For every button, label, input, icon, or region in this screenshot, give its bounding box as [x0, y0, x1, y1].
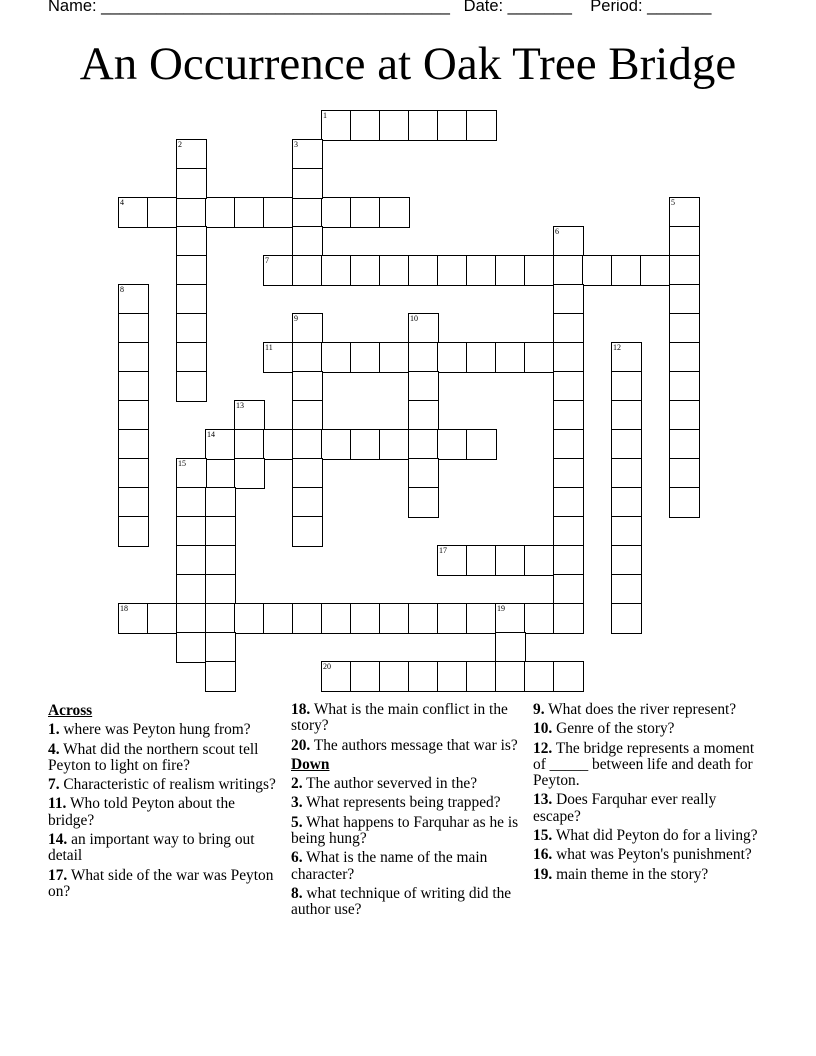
crossword-cell[interactable]	[408, 603, 439, 634]
crossword-cell[interactable]	[234, 197, 265, 228]
crossword-cell[interactable]	[176, 313, 207, 344]
crossword-cell[interactable]	[408, 110, 439, 141]
clue-column-2	[291, 702, 526, 922]
crossword-cell[interactable]	[118, 342, 149, 373]
crossword-cell[interactable]	[176, 458, 207, 489]
clue-item-text: What happens to Farquhar as he is being hung?	[291, 813, 519, 848]
crossword-cell[interactable]	[379, 661, 410, 692]
clue-item-text: Does Farquhar ever really escape?	[533, 791, 717, 825]
across-heading: Across	[48, 702, 93, 719]
crossword-cell[interactable]	[611, 487, 642, 518]
crossword-cell[interactable]	[350, 255, 381, 286]
crossword-cell[interactable]	[234, 429, 265, 460]
crossword-cell[interactable]	[379, 110, 410, 141]
clue-item-number: 11.	[48, 795, 67, 813]
crossword-cell[interactable]	[669, 255, 700, 286]
clue-item-number: 16.	[533, 846, 553, 864]
crossword-cell[interactable]	[292, 429, 323, 460]
crossword-cell[interactable]	[147, 197, 178, 228]
crossword-cell[interactable]	[350, 603, 381, 634]
clue-item-number: 14.	[48, 831, 68, 849]
crossword-cell[interactable]	[553, 429, 584, 460]
crossword-cell[interactable]	[176, 516, 207, 547]
crossword-cell[interactable]	[553, 661, 584, 692]
clue-item-text: What did Peyton do for a living?	[555, 827, 758, 845]
crossword-cell[interactable]	[524, 342, 555, 373]
clue-item-text: The author severved in the?	[306, 775, 478, 793]
crossword-cell[interactable]	[205, 574, 236, 605]
clue-item-text: Genre of the story?	[556, 720, 675, 738]
clue-item-number: 15.	[533, 827, 553, 845]
crossword-cell[interactable]	[118, 458, 149, 489]
crossword-cell[interactable]	[292, 371, 323, 402]
clue-item	[533, 867, 768, 883]
crossword-cell[interactable]	[176, 574, 207, 605]
clue-item-number: 10.	[533, 720, 553, 738]
crossword-cell[interactable]	[466, 661, 497, 692]
clue-item	[291, 795, 526, 811]
crossword-cell[interactable]	[437, 603, 468, 634]
down-clue-list-continued	[533, 702, 768, 883]
crossword-cell[interactable]	[176, 371, 207, 402]
clue-item-text: Who told Peyton about the bridge?	[48, 795, 235, 829]
crossword-cell[interactable]	[669, 429, 700, 460]
crossword-cell[interactable]	[350, 661, 381, 692]
crossword-cell[interactable]	[350, 197, 381, 228]
crossword-cell[interactable]	[292, 168, 323, 199]
crossword-cell[interactable]	[553, 313, 584, 344]
crossword-cell[interactable]	[176, 168, 207, 199]
crossword-cell[interactable]	[437, 110, 468, 141]
crossword-cell[interactable]	[437, 255, 468, 286]
crossword-cell[interactable]	[611, 516, 642, 547]
crossword-cell[interactable]	[176, 255, 207, 286]
clue-item	[533, 741, 768, 790]
clue-item-text: What did the northern scout tell Peyton to light on fire?	[48, 740, 259, 774]
crossword-cell[interactable]	[466, 110, 497, 141]
clue-number: 9	[294, 314, 298, 323]
crossword-cell[interactable]	[205, 545, 236, 576]
clue-number: 8	[120, 285, 124, 294]
crossword-cell[interactable]	[466, 342, 497, 373]
clue-item-number: 20.	[291, 736, 311, 754]
clue-item-number: 13.	[533, 791, 553, 809]
clue-item	[533, 702, 768, 718]
crossword-cell[interactable]	[118, 516, 149, 547]
crossword-cell[interactable]	[669, 197, 700, 228]
crossword-cell[interactable]	[553, 545, 584, 576]
clue-column-3	[533, 702, 768, 886]
clue-item-number: 5.	[291, 813, 303, 831]
clue-item	[48, 777, 283, 793]
crossword-cell[interactable]	[176, 226, 207, 257]
date-field-label: Date: _______	[463, 0, 572, 15]
clue-number: 7	[265, 256, 269, 265]
crossword-cell[interactable]	[205, 603, 236, 634]
crossword-cell[interactable]	[611, 371, 642, 402]
clue-item-text: What is the name of the main character?	[291, 849, 488, 883]
clue-item-text: The authors message that war is?	[313, 736, 518, 754]
crossword-cell[interactable]	[118, 603, 149, 634]
crossword-cell[interactable]	[176, 545, 207, 576]
crossword-cell[interactable]	[205, 197, 236, 228]
clue-number: 15	[178, 459, 186, 468]
crossword-cell[interactable]	[553, 487, 584, 518]
crossword-cell[interactable]	[118, 487, 149, 518]
crossword-cell[interactable]	[234, 400, 265, 431]
crossword-cell[interactable]	[408, 458, 439, 489]
crossword-cell[interactable]	[350, 342, 381, 373]
clue-item-number: 3.	[291, 794, 303, 812]
clue-number: 20	[323, 662, 331, 671]
crossword-cell[interactable]	[350, 110, 381, 141]
crossword-cell[interactable]	[466, 429, 497, 460]
clue-item-text: What does the river represent?	[548, 701, 737, 718]
page-title: An Occurrence at Oak Tree Bridge	[79, 38, 737, 90]
crossword-cell[interactable]	[176, 603, 207, 634]
crossword-cell[interactable]	[205, 632, 236, 663]
crossword-cell[interactable]	[408, 342, 439, 373]
crossword-cell[interactable]	[321, 110, 352, 141]
crossword-cell[interactable]	[292, 139, 323, 170]
clue-item	[48, 832, 283, 865]
crossword-cell[interactable]	[176, 632, 207, 663]
clue-number: 5	[671, 198, 675, 207]
crossword-cell[interactable]	[379, 255, 410, 286]
clue-item	[291, 702, 526, 735]
clue-item-number: 1.	[48, 721, 60, 739]
crossword-cell[interactable]	[118, 400, 149, 431]
clue-item	[291, 738, 526, 754]
clue-number: 17	[439, 546, 447, 555]
crossword-cell[interactable]	[553, 284, 584, 315]
crossword-cell[interactable]	[495, 545, 526, 576]
clue-item-text: an important way to bring out detail	[48, 831, 255, 865]
crossword-cell[interactable]	[553, 226, 584, 257]
crossword-cell[interactable]	[495, 661, 526, 692]
crossword-cell[interactable]	[524, 255, 555, 286]
crossword-cell[interactable]	[495, 603, 526, 634]
clue-number: 13	[236, 401, 244, 410]
clue-item	[291, 776, 526, 792]
crossword-cell[interactable]	[553, 458, 584, 489]
crossword-cell[interactable]	[234, 603, 265, 634]
crossword-cell[interactable]	[292, 603, 323, 634]
crossword-cell[interactable]	[263, 603, 294, 634]
clue-item	[533, 828, 768, 844]
crossword-cell[interactable]	[495, 255, 526, 286]
crossword-cell[interactable]	[205, 516, 236, 547]
clue-number: 2	[178, 140, 182, 149]
crossword-cell[interactable]	[408, 429, 439, 460]
clue-item-number: 2.	[291, 775, 303, 793]
crossword-cell[interactable]	[669, 226, 700, 257]
crossword-cell[interactable]	[640, 255, 671, 286]
period-field-label: Period: _______	[590, 0, 712, 15]
crossword-cell[interactable]	[205, 661, 236, 692]
crossword-cell[interactable]	[669, 487, 700, 518]
crossword-cell[interactable]	[292, 487, 323, 518]
clue-item-number: 6.	[291, 849, 303, 867]
crossword-cell[interactable]	[553, 516, 584, 547]
crossword-cell[interactable]	[321, 255, 352, 286]
crossword-cell[interactable]	[408, 313, 439, 344]
crossword-cell[interactable]	[408, 255, 439, 286]
across-clue-list-continued	[291, 702, 526, 754]
crossword-cell[interactable]	[292, 197, 323, 228]
clue-number: 4	[120, 198, 124, 207]
crossword-cell[interactable]	[321, 661, 352, 692]
crossword-cell[interactable]	[582, 255, 613, 286]
crossword-cell[interactable]	[292, 516, 323, 547]
crossword-cell[interactable]	[176, 487, 207, 518]
crossword-cell[interactable]	[495, 632, 526, 663]
crossword-cell[interactable]	[350, 429, 381, 460]
clue-item-text: where was Peyton hung from?	[63, 721, 251, 739]
crossword-cell[interactable]	[553, 255, 584, 286]
crossword-cell[interactable]	[292, 342, 323, 373]
clue-column-1	[48, 702, 283, 903]
crossword-cell[interactable]	[118, 284, 149, 315]
clue-item	[48, 722, 283, 738]
clue-item-text: what technique of writing did the author use?	[291, 884, 512, 919]
crossword-cell[interactable]	[524, 603, 555, 634]
crossword-cell[interactable]	[379, 603, 410, 634]
crossword-cell[interactable]	[292, 313, 323, 344]
crossword-cell[interactable]	[379, 429, 410, 460]
crossword-cell[interactable]	[292, 255, 323, 286]
clue-item-number: 12.	[533, 739, 553, 757]
crossword-cell[interactable]	[495, 342, 526, 373]
clue-number: 18	[120, 604, 128, 613]
clue-item	[533, 792, 768, 825]
crossword-cell[interactable]	[611, 255, 642, 286]
crossword-cell[interactable]	[437, 545, 468, 576]
crossword-cell[interactable]	[524, 661, 555, 692]
clue-item-text: What represents being trapped?	[306, 794, 501, 812]
clue-item	[48, 742, 283, 775]
crossword-cell[interactable]	[553, 603, 584, 634]
crossword-cell[interactable]	[611, 429, 642, 460]
crossword-cell[interactable]	[611, 545, 642, 576]
crossword-cell[interactable]	[553, 400, 584, 431]
crossword-cell[interactable]	[553, 371, 584, 402]
clue-number: 3	[294, 140, 298, 149]
clue-item	[48, 796, 283, 829]
clue-item	[533, 721, 768, 737]
crossword-cell[interactable]	[263, 197, 294, 228]
clue-number: 19	[497, 604, 505, 613]
crossword-cell[interactable]	[176, 139, 207, 170]
clue-item-text: The bridge represents a moment of _____ between life and death for Peyton.	[533, 739, 755, 790]
crossword-cell[interactable]	[292, 458, 323, 489]
crossword-cell[interactable]	[263, 429, 294, 460]
crossword-cell[interactable]	[118, 429, 149, 460]
crossword-cell[interactable]	[379, 342, 410, 373]
clue-item-number: 4.	[48, 740, 60, 758]
crossword-cell[interactable]	[437, 661, 468, 692]
crossword-cell[interactable]	[669, 313, 700, 344]
crossword-cell[interactable]	[292, 400, 323, 431]
crossword-cell[interactable]	[553, 574, 584, 605]
crossword-cell[interactable]	[611, 400, 642, 431]
clue-number: 10	[410, 314, 418, 323]
crossword-cell[interactable]	[466, 603, 497, 634]
clue-item	[291, 815, 526, 848]
crossword-cell[interactable]	[118, 313, 149, 344]
clue-item-text: Characteristic of realism writings?	[63, 776, 276, 794]
clue-number: 14	[207, 430, 215, 439]
clue-item	[48, 868, 283, 901]
clue-number: 6	[555, 227, 559, 236]
crossword-cell[interactable]	[524, 545, 555, 576]
clue-item	[533, 847, 768, 863]
crossword-cell[interactable]	[408, 661, 439, 692]
crossword-cell[interactable]	[669, 458, 700, 489]
clue-item-text: what was Peyton's punishment?	[556, 846, 752, 864]
clue-item-number: 19.	[533, 865, 553, 883]
crossword-cell[interactable]	[408, 400, 439, 431]
crossword-cell[interactable]	[292, 226, 323, 257]
crossword-cell[interactable]	[466, 255, 497, 286]
clue-item-text: What is the main conflict in the story?	[291, 701, 508, 735]
clue-item	[291, 850, 526, 883]
crossword-cell[interactable]	[205, 487, 236, 518]
clue-number: 12	[613, 343, 621, 352]
crossword-cell[interactable]	[379, 197, 410, 228]
crossword-cell[interactable]	[553, 342, 584, 373]
clue-number: 11	[265, 343, 273, 352]
crossword-cell[interactable]	[321, 342, 352, 373]
name-field-label: Name: ______________________________________	[48, 0, 450, 15]
crossword-cell[interactable]	[118, 371, 149, 402]
clue-number: 1	[323, 111, 327, 120]
clue-item-text: main theme in the story?	[556, 865, 709, 883]
crossword-cell[interactable]	[205, 429, 236, 460]
crossword-cell[interactable]	[611, 342, 642, 373]
crossword-cell[interactable]	[669, 284, 700, 315]
crossword-cell[interactable]	[611, 603, 642, 634]
crossword-cell[interactable]	[176, 342, 207, 373]
crossword-cell[interactable]	[611, 574, 642, 605]
crossword-cell[interactable]	[466, 545, 497, 576]
crossword-cell[interactable]	[176, 284, 207, 315]
clue-item-number: 7.	[48, 776, 60, 794]
clue-item-number: 17.	[48, 866, 68, 884]
clue-item-number: 9.	[533, 701, 545, 718]
clue-item	[291, 886, 526, 919]
crossword-cell[interactable]	[437, 342, 468, 373]
crossword-cell[interactable]	[321, 603, 352, 634]
crossword-cell[interactable]	[408, 487, 439, 518]
crossword-cell[interactable]	[611, 458, 642, 489]
crossword-cell[interactable]	[669, 342, 700, 373]
crossword-cell[interactable]	[234, 458, 265, 489]
crossword-cell[interactable]	[669, 371, 700, 402]
across-clue-list	[48, 722, 283, 900]
crossword-cell[interactable]	[669, 400, 700, 431]
down-heading: Down	[291, 755, 330, 773]
crossword-cell[interactable]	[408, 371, 439, 402]
clue-item-number: 8.	[291, 884, 303, 902]
clue-item-number: 18.	[291, 701, 311, 718]
crossword-cell[interactable]	[147, 603, 178, 634]
crossword-cell[interactable]	[263, 255, 294, 286]
crossword-cell[interactable]	[176, 197, 207, 228]
crossword-cell[interactable]	[321, 429, 352, 460]
clue-item-text: What side of the war was Peyton on?	[48, 866, 274, 900]
down-clue-list	[291, 776, 526, 918]
crossword-cell[interactable]	[118, 197, 149, 228]
crossword-cell[interactable]	[263, 342, 294, 373]
crossword-cell[interactable]	[437, 429, 468, 460]
crossword-cell[interactable]	[321, 197, 352, 228]
